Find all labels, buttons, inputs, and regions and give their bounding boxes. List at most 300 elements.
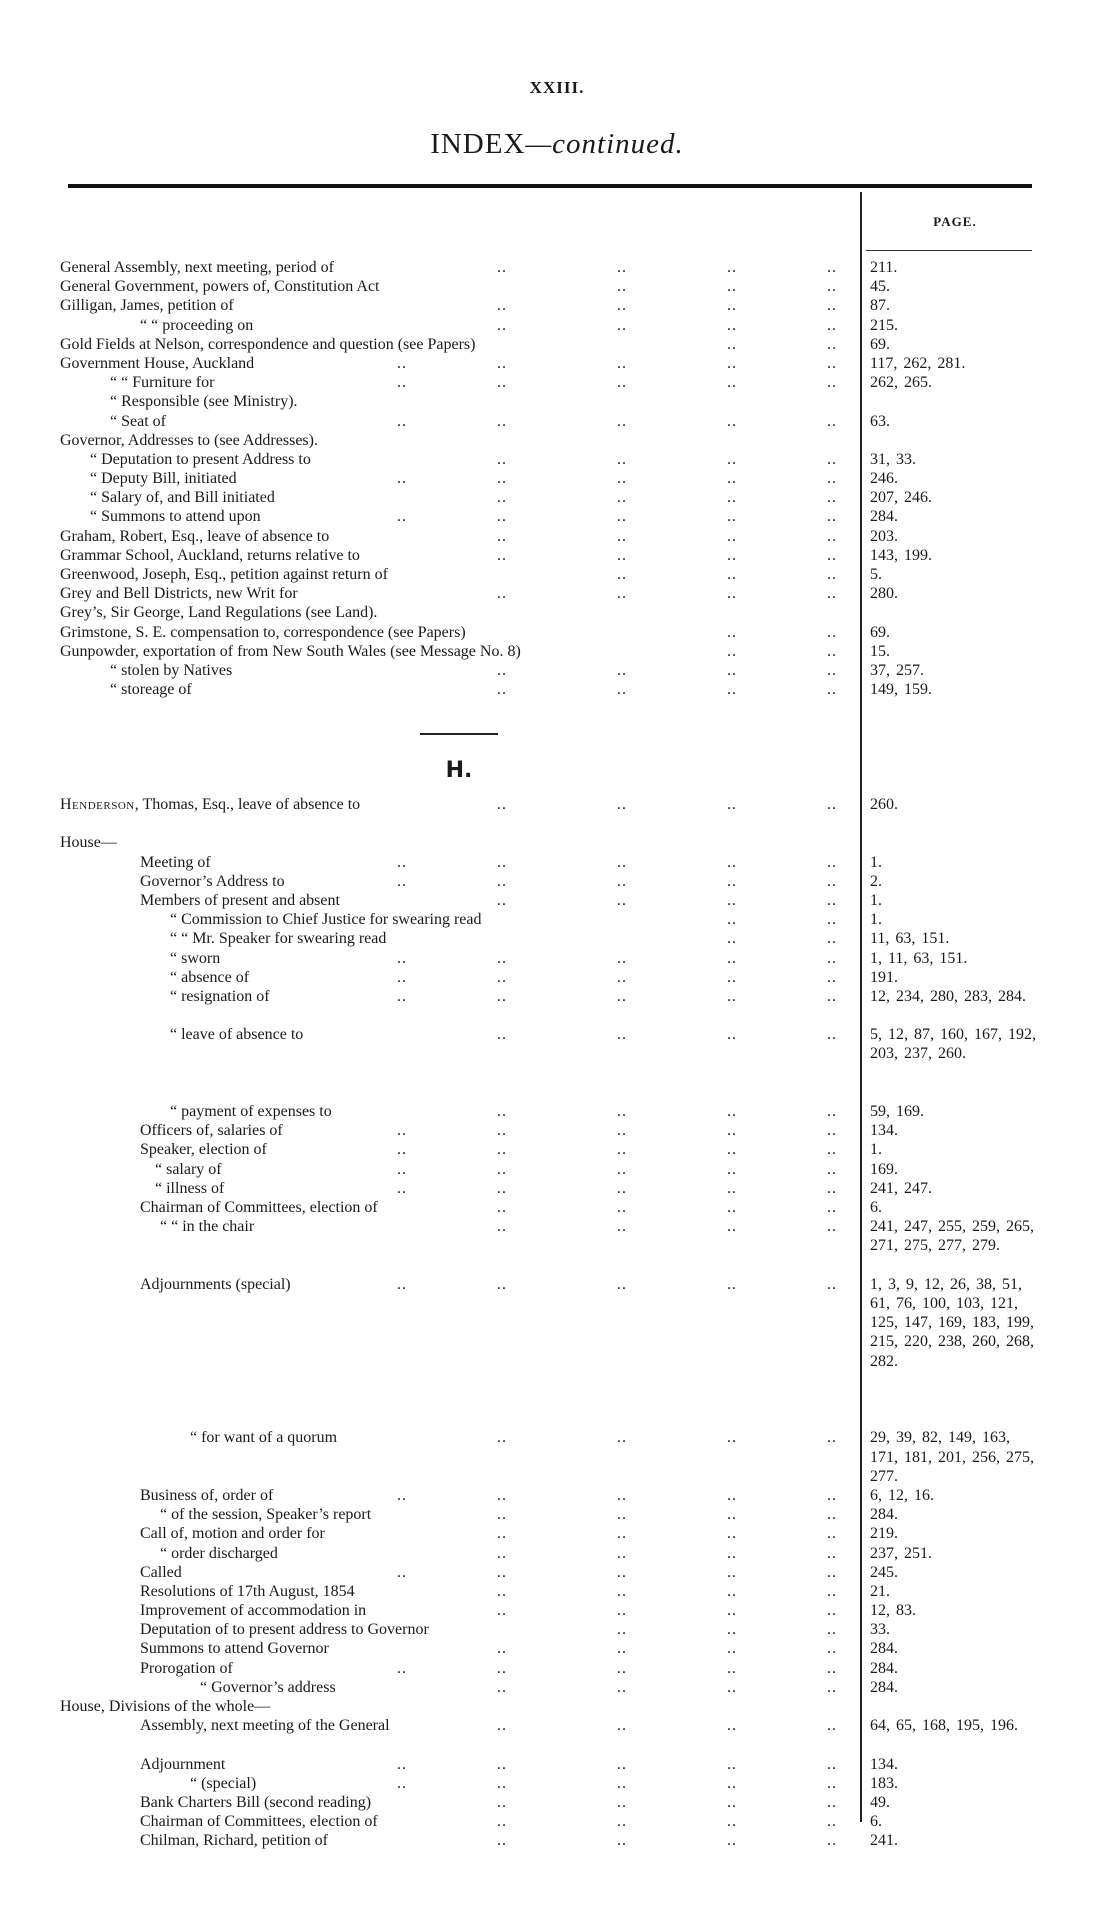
entry-label: House—: [60, 834, 117, 852]
entry-label: “ of the session, Speaker’s report: [160, 1506, 372, 1524]
entry-text: [110, 661, 232, 680]
page-numbers: 49.: [870, 1794, 890, 1811]
index-entry: [60, 1582, 1060, 1601]
leader-dots: ..: [617, 585, 627, 603]
leader-dots: ..: [617, 1678, 627, 1696]
page-numbers: 203.: [870, 527, 898, 545]
leader-dots: ..: [397, 1122, 407, 1140]
leader-dots: ..: [827, 1486, 837, 1504]
entry-label: Bank Charters Bill (second reading): [140, 1794, 372, 1811]
entry-text: [140, 1639, 329, 1658]
page-numbers: 45.: [870, 278, 890, 296]
leader-dots: ..: [727, 1141, 737, 1159]
index-entry: [60, 1697, 1060, 1716]
entry-surname: Henderson: [60, 796, 135, 813]
entry-text: [140, 1198, 378, 1217]
leader-dots: ..: [727, 1755, 737, 1773]
entry-label: “ for want of a quorum: [190, 1429, 338, 1447]
leader-dots: ..: [827, 1582, 837, 1600]
entry-text: [140, 1601, 366, 1620]
page-numbers: 237, 251.: [870, 1544, 932, 1562]
entry-text: [140, 316, 253, 335]
leader-dots: ..: [827, 1275, 837, 1293]
entry-label: , Thomas, Esq., leave of absence to: [134, 796, 361, 813]
leader-dots: ..: [617, 661, 627, 679]
leader-dots: ..: [497, 508, 507, 526]
page-numbers: 134.: [870, 1755, 898, 1773]
page-numbers: 5.: [870, 566, 882, 583]
leader-dots: ..: [397, 1486, 407, 1504]
leader-dots: ..: [497, 489, 507, 507]
leader-dots: ..: [617, 1525, 627, 1543]
entry-label: General Assembly, next meeting, period of: [60, 259, 334, 276]
leader-dots: ..: [397, 1141, 407, 1159]
leader-dots: ..: [497, 987, 507, 1005]
entry-label: Summons to attend Governor: [140, 1640, 329, 1658]
leader-dots: ..: [727, 891, 737, 909]
leader-dots: ..: [397, 968, 407, 986]
leader-dots: ..: [827, 297, 837, 315]
leader-dots: ..: [827, 585, 837, 603]
entry-label: Graham, Robert, Esq., leave of absence to: [60, 527, 330, 545]
leader-dots: ..: [497, 1832, 507, 1850]
leader-dots: ..: [617, 968, 627, 986]
leader-dots: ..: [727, 1160, 737, 1178]
leader-dots: ..: [617, 354, 627, 372]
leader-dots: ..: [727, 489, 737, 507]
entry-text: [170, 910, 482, 929]
leader-dots: ..: [727, 259, 737, 276]
leader-dots: ..: [727, 1486, 737, 1504]
leader-dots: ..: [497, 412, 507, 430]
leader-dots: ..: [827, 1563, 837, 1581]
entry-label: “ salary of: [155, 1160, 222, 1178]
leader-dots: ..: [827, 1525, 837, 1543]
entry-label: Improvement of accommodation in: [140, 1602, 367, 1620]
leader-dots: ..: [617, 297, 627, 315]
leader-dots: ..: [497, 1141, 507, 1159]
entry-label: Chairman of Committees, election of: [140, 1813, 378, 1831]
leader-dots: ..: [497, 354, 507, 372]
page-numbers: 1.: [870, 891, 882, 909]
entry-label: “ sworn: [170, 949, 221, 967]
index-entry: [60, 316, 1060, 335]
entry-label: Assembly, next meeting of the General: [140, 1717, 390, 1735]
leader-dots: ..: [827, 335, 837, 353]
index-entry: [60, 853, 1060, 872]
index-entry: [60, 1486, 1060, 1505]
page-numbers: 262, 265.: [870, 374, 932, 392]
leader-dots: ..: [827, 470, 837, 488]
leader-dots: ..: [727, 1678, 737, 1696]
leader-dots: ..: [727, 872, 737, 890]
leader-dots: ..: [497, 796, 507, 813]
entry-text: [190, 1774, 256, 1793]
index-entry: [60, 623, 1060, 642]
leader-dots: ..: [827, 681, 837, 699]
leader-dots: ..: [827, 1755, 837, 1773]
leader-dots: ..: [727, 1506, 737, 1524]
entry-label: “ illness of: [155, 1179, 225, 1197]
index-entry: [60, 373, 1060, 392]
index-entry: [60, 910, 1060, 929]
leader-dots: ..: [497, 1774, 507, 1792]
page-numbers: 143, 199.: [870, 546, 932, 564]
page-numbers: 15.: [870, 642, 890, 660]
entry-text: [140, 1524, 325, 1543]
entry-label: “ resignation of: [170, 987, 270, 1005]
leader-dots: ..: [617, 1717, 627, 1735]
entry-text: [60, 277, 380, 296]
index-entry: [60, 412, 1060, 431]
leader-dots: ..: [497, 1659, 507, 1677]
leader-dots: ..: [497, 1199, 507, 1217]
leader-dots: ..: [827, 278, 837, 296]
index-entry: [60, 335, 1060, 354]
page-numbers: 245.: [870, 1563, 898, 1581]
index-entry: [60, 603, 1060, 622]
leader-dots: ..: [497, 1678, 507, 1696]
page-numbers: 31, 33.: [870, 450, 916, 468]
leader-dots: ..: [497, 470, 507, 488]
leader-dots: ..: [617, 1103, 627, 1121]
leader-dots: ..: [397, 1160, 407, 1178]
index-entry: [60, 642, 1060, 661]
index-entry: [60, 1160, 1060, 1179]
entry-text: [200, 1678, 336, 1697]
index-entry: [60, 1140, 1060, 1159]
index-entry: [60, 450, 1060, 469]
entry-text: [140, 1486, 273, 1505]
leader-dots: ..: [727, 1103, 737, 1121]
leader-dots: ..: [727, 354, 737, 372]
leader-dots: ..: [617, 987, 627, 1005]
page-numbers: 1.: [870, 1141, 882, 1159]
entry-label: “ payment of expenses to: [170, 1103, 332, 1121]
index-entry: [60, 1812, 1060, 1831]
leader-dots: ..: [397, 412, 407, 430]
leader-dots: ..: [827, 1717, 837, 1735]
index-entry: [60, 1659, 1060, 1678]
leader-dots: ..: [497, 1160, 507, 1178]
entry-text: [140, 891, 340, 910]
page-numbers: 241, 247, 255, 259, 265, 271, 275, 277, 279.: [870, 1218, 1034, 1255]
leader-dots: ..: [397, 354, 407, 372]
leader-dots: ..: [727, 987, 737, 1005]
entry-label: Members of present and absent: [140, 891, 340, 909]
leader-dots: ..: [497, 1794, 507, 1811]
page-numbers: 219.: [870, 1525, 898, 1543]
page-numbers: 215.: [870, 316, 898, 334]
leader-dots: ..: [827, 316, 837, 334]
leader-dots: ..: [727, 585, 737, 603]
leader-dots: ..: [727, 1640, 737, 1658]
index-entry: [60, 1025, 1060, 1102]
leader-dots: ..: [617, 1640, 627, 1658]
entry-text: [60, 335, 475, 354]
leader-dots: ..: [617, 374, 627, 392]
section-letter-h: H.: [445, 758, 473, 783]
leader-dots: ..: [497, 1218, 507, 1236]
leader-dots: ..: [617, 1755, 627, 1773]
index-entry: [60, 1179, 1060, 1198]
leader-dots: ..: [727, 796, 737, 813]
leader-dots: ..: [617, 1832, 627, 1850]
page-numbers: 64, 65, 168, 195, 196.: [870, 1717, 1018, 1735]
entry-label: Grey and Bell Districts, new Writ for: [60, 585, 298, 603]
entry-label: “ Governor’s address: [200, 1678, 336, 1696]
leader-dots: ..: [617, 546, 627, 564]
leader-dots: ..: [827, 1602, 837, 1620]
page-numbers: 241, 247.: [870, 1179, 932, 1197]
entry-label: “ Summons to attend upon: [90, 508, 261, 526]
leader-dots: ..: [497, 1506, 507, 1524]
page-numbers: 12, 234, 280, 283, 284.: [870, 987, 1026, 1005]
leader-dots: ..: [827, 1199, 837, 1217]
index-entry: [60, 1121, 1060, 1140]
entry-label: Adjournment: [140, 1755, 226, 1773]
page-numbers: 69.: [870, 335, 890, 353]
entry-text: [140, 1275, 291, 1294]
entry-text: [90, 469, 237, 488]
entry-text: [60, 354, 254, 373]
entry-label: Adjournments (special): [140, 1275, 291, 1293]
entry-text: [140, 1793, 371, 1812]
entry-text: [140, 1716, 390, 1735]
leader-dots: ..: [727, 450, 737, 468]
leader-dots: ..: [497, 1429, 507, 1447]
leader-dots: ..: [827, 450, 837, 468]
leader-dots: ..: [827, 1794, 837, 1811]
leader-dots: ..: [617, 412, 627, 430]
entry-label: Grey’s, Sir George, Land Regulations (see Land).: [60, 604, 378, 622]
entry-label: Business of, order of: [140, 1486, 274, 1504]
leader-dots: ..: [497, 1525, 507, 1543]
leader-dots: ..: [827, 1678, 837, 1696]
page-numbers: 284.: [870, 1506, 898, 1524]
leader-dots: ..: [497, 891, 507, 909]
entry-text: [60, 795, 360, 814]
leader-dots: ..: [497, 316, 507, 334]
page-numbers: 284.: [870, 1678, 898, 1696]
entry-text: [170, 987, 270, 1006]
leader-dots: ..: [827, 259, 837, 276]
index-entry: [60, 488, 1060, 507]
entry-label: Meeting of: [140, 853, 211, 871]
index-entry: [60, 1678, 1060, 1697]
leader-dots: ..: [727, 623, 737, 641]
entry-text: [60, 431, 318, 450]
leader-dots: ..: [617, 949, 627, 967]
leader-dots: ..: [617, 872, 627, 890]
entry-text: [140, 1831, 328, 1850]
page-numbers: 241.: [870, 1832, 898, 1850]
leader-dots: ..: [827, 853, 837, 871]
leader-dots: ..: [727, 412, 737, 430]
entry-label: Government House, Auckland: [60, 354, 255, 372]
page-numbers: 191.: [870, 968, 898, 986]
index-entry: [60, 1755, 1060, 1774]
entry-label: Speaker, election of: [140, 1141, 267, 1159]
index-entry: [60, 1198, 1060, 1217]
entry-text: [60, 296, 234, 315]
leader-dots: ..: [727, 1794, 737, 1811]
index-entry: [60, 392, 1060, 411]
leader-dots: ..: [727, 1199, 737, 1217]
page-numbers: 1, 3, 9, 12, 26, 38, 51, 61, 76, 100, 103, 121, 125, 147, 169, 183, 199, 215, 220, 238, 260, 268, 282.: [870, 1275, 1034, 1370]
entry-text: [155, 1160, 222, 1179]
leader-dots: ..: [827, 891, 837, 909]
entry-text: [60, 527, 329, 546]
leader-dots: ..: [617, 1563, 627, 1581]
index-entry: [60, 833, 1060, 852]
index-entry: [60, 795, 1060, 833]
index-entry: [60, 1275, 1060, 1429]
entry-text: [60, 1697, 270, 1716]
leader-dots: ..: [497, 527, 507, 545]
page-numbers: 284.: [870, 508, 898, 526]
leader-dots: ..: [727, 1602, 737, 1620]
leader-dots: ..: [617, 1794, 627, 1811]
page-numbers: 1.: [870, 911, 882, 929]
leader-dots: ..: [617, 1774, 627, 1792]
entry-text: [140, 1755, 225, 1774]
leader-dots: ..: [827, 1813, 837, 1831]
leader-dots: ..: [617, 489, 627, 507]
leader-dots: ..: [397, 1563, 407, 1581]
leader-dots: ..: [617, 1122, 627, 1140]
leader-dots: ..: [727, 1621, 737, 1639]
entry-text: [140, 872, 285, 891]
page-numbers: 63.: [870, 412, 890, 430]
index-section-h: [60, 795, 1060, 1851]
leader-dots: ..: [617, 1659, 627, 1677]
leader-dots: ..: [727, 949, 737, 967]
leader-dots: ..: [827, 508, 837, 526]
index-entry: [60, 1639, 1060, 1658]
leader-dots: ..: [397, 872, 407, 890]
page-numbers: 211.: [870, 259, 898, 276]
entry-text: [60, 584, 298, 603]
entry-label: “ stolen by Natives: [110, 661, 233, 679]
leader-dots: ..: [497, 1582, 507, 1600]
leader-dots: ..: [727, 316, 737, 334]
leader-dots: ..: [827, 354, 837, 372]
leader-dots: ..: [827, 796, 837, 813]
leader-dots: ..: [827, 412, 837, 430]
entry-text: [60, 546, 360, 565]
leader-dots: ..: [497, 1813, 507, 1831]
entry-label: “ Commission to Chief Justice for swearing read: [170, 911, 482, 929]
leader-dots: ..: [497, 1179, 507, 1197]
entry-label: Call of, motion and order for: [140, 1525, 325, 1543]
leader-dots: ..: [827, 987, 837, 1005]
leader-dots: ..: [727, 1582, 737, 1600]
leader-dots: ..: [727, 508, 737, 526]
leader-dots: ..: [397, 470, 407, 488]
leader-dots: ..: [827, 374, 837, 392]
leader-dots: ..: [727, 661, 737, 679]
entry-label: “ Responsible (see Ministry).: [110, 393, 298, 411]
page-numbers: 87.: [870, 297, 890, 315]
leader-dots: ..: [827, 1621, 837, 1639]
leader-dots: ..: [727, 911, 737, 929]
entry-label: “ “ proceeding on: [140, 316, 254, 334]
entry-text: [140, 1620, 429, 1639]
index-entry: [60, 1505, 1060, 1524]
page-numbers: 169.: [870, 1160, 898, 1178]
leader-dots: ..: [617, 470, 627, 488]
leader-dots: ..: [497, 1544, 507, 1562]
page-numbers: 246.: [870, 470, 898, 488]
page-numbers: 21.: [870, 1582, 890, 1600]
leader-dots: ..: [727, 1429, 737, 1447]
entry-text: [90, 507, 261, 526]
entry-text: [155, 1179, 224, 1198]
entry-label: “ storeage of: [110, 681, 192, 699]
leader-dots: ..: [397, 1774, 407, 1792]
index-entry: [60, 968, 1060, 987]
leader-dots: ..: [397, 1755, 407, 1773]
leader-dots: ..: [727, 335, 737, 353]
leader-dots: ..: [727, 1525, 737, 1543]
leader-dots: ..: [497, 374, 507, 392]
page-numbers: 12, 83.: [870, 1602, 916, 1620]
entry-label: Gilligan, James, petition of: [60, 297, 234, 315]
entry-text: [110, 392, 298, 411]
entry-text: [160, 1217, 254, 1236]
leader-dots: ..: [617, 1160, 627, 1178]
entry-label: Gunpowder, exportation of from New South Wales (see Message No. 8): [60, 642, 521, 660]
index-entry: [60, 565, 1060, 584]
page-numbers: 134.: [870, 1122, 898, 1140]
leader-dots: ..: [397, 508, 407, 526]
index-entry: [60, 1774, 1060, 1793]
page-numbers: 284.: [870, 1640, 898, 1658]
leader-dots: ..: [497, 1717, 507, 1735]
entry-text: [170, 949, 220, 968]
entry-label: Chairman of Committees, election of: [140, 1199, 378, 1217]
leader-dots: ..: [727, 1122, 737, 1140]
entry-label: Gold Fields at Nelson, correspondence and question (see Papers): [60, 335, 476, 353]
entry-text: [140, 1659, 233, 1678]
entry-label: “ Salary of, and Bill initiated: [90, 489, 275, 507]
index-entry: [60, 661, 1060, 680]
leader-dots: ..: [827, 527, 837, 545]
leader-dots: ..: [617, 259, 627, 276]
leader-dots: ..: [397, 987, 407, 1005]
leader-dots: ..: [497, 1755, 507, 1773]
leader-dots: ..: [827, 489, 837, 507]
index-entry: [60, 680, 1060, 699]
index-entry: [60, 1524, 1060, 1543]
leader-dots: ..: [727, 1026, 737, 1044]
leader-dots: ..: [827, 1141, 837, 1159]
leader-dots: ..: [497, 681, 507, 699]
leader-dots: ..: [497, 1103, 507, 1121]
page-numbers: 5, 12, 87, 160, 167, 192, 203, 237, 260.: [870, 1026, 1036, 1063]
leader-dots: ..: [827, 1506, 837, 1524]
leader-dots: ..: [617, 508, 627, 526]
entry-text: [170, 929, 386, 948]
leader-dots: ..: [497, 259, 507, 276]
entry-text: [170, 1025, 303, 1044]
leader-dots: ..: [727, 681, 737, 699]
leader-dots: ..: [497, 1122, 507, 1140]
leader-dots: ..: [617, 278, 627, 296]
page-numbers: 2.: [870, 872, 882, 890]
index-entry: [60, 469, 1060, 488]
